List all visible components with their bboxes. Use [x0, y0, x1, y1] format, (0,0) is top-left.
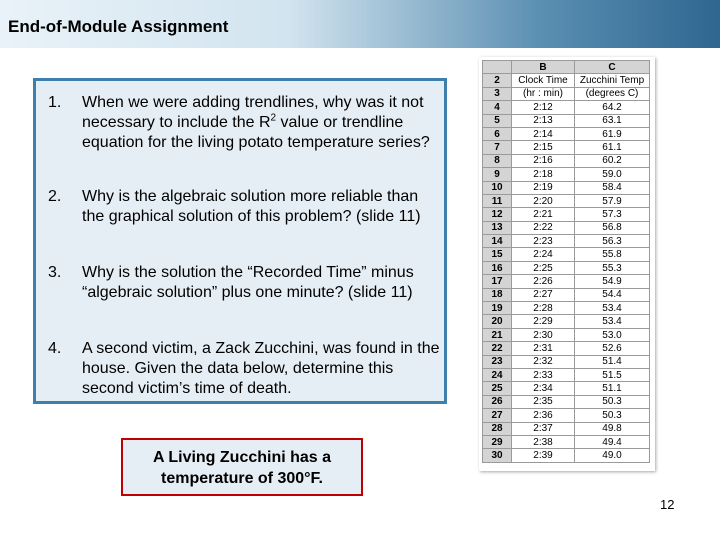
table-row	[483, 141, 650, 154]
info-line-1: A Living Zucchini has a	[152, 449, 332, 466]
time-cell: 2:29	[512, 315, 575, 328]
temp-cell: 54.9	[575, 275, 650, 288]
row-number: 28	[483, 422, 512, 435]
page-number: 12	[660, 497, 675, 512]
time-cell: 2:31	[512, 342, 575, 355]
question-text: When we were adding trendlines, why was it not necessary to include the $R^2$ value or trendline equation for the living potato temperature series?	[82, 94, 430, 151]
question-number: 1.	[48, 94, 62, 111]
table-row	[483, 315, 650, 328]
row-number: 5	[483, 114, 512, 127]
title-bar	[0, 0, 720, 48]
temp-cell: 55.8	[575, 248, 650, 261]
spreadsheet	[479, 57, 655, 471]
column-letter-c: C	[575, 61, 650, 74]
temp-cell: 52.6	[575, 342, 650, 355]
table-row	[483, 168, 650, 181]
row-number: 4	[483, 101, 512, 114]
header-cell: Clock Time	[512, 74, 575, 87]
table-row	[483, 355, 650, 368]
table-row	[483, 382, 650, 395]
time-cell: 2:33	[512, 368, 575, 381]
time-cell: 2:18	[512, 168, 575, 181]
temp-cell: 61.1	[575, 141, 650, 154]
time-cell: 2:25	[512, 261, 575, 274]
row-number: 23	[483, 355, 512, 368]
question-text: A second victim, a Zack Zucchini, was found in the house. Given the data below, determine this second victim’s time of death.	[82, 340, 440, 397]
temp-cell: 51.4	[575, 355, 650, 368]
row-number: 29	[483, 435, 512, 448]
table-row	[483, 181, 650, 194]
slide-title: End-of-Module Assignment	[8, 17, 229, 36]
header-row	[483, 74, 650, 87]
row-number: 22	[483, 342, 512, 355]
question-number: 3.	[48, 264, 62, 281]
temp-cell: 61.9	[575, 127, 650, 140]
temp-cell: 59.0	[575, 168, 650, 181]
temp-cell: 60.2	[575, 154, 650, 167]
temp-cell: 49.0	[575, 449, 650, 462]
time-cell: 2:14	[512, 127, 575, 140]
temp-cell: 64.2	[575, 101, 650, 114]
table-row	[483, 409, 650, 422]
row-number: 26	[483, 395, 512, 408]
row-number: 11	[483, 194, 512, 207]
time-cell: 2:15	[512, 141, 575, 154]
temp-cell: 57.9	[575, 194, 650, 207]
question-number: 4.	[48, 340, 62, 357]
question-text: Why is the solution the “Recorded Time” minus “algebraic solution” plus one minute? (slide 11)	[82, 264, 414, 301]
temp-cell: 49.4	[575, 435, 650, 448]
row-number: 21	[483, 328, 512, 341]
table-row	[483, 235, 650, 248]
time-cell: 2:22	[512, 221, 575, 234]
time-cell: 2:30	[512, 328, 575, 341]
temp-cell: 50.3	[575, 409, 650, 422]
temp-cell: 50.3	[575, 395, 650, 408]
time-cell: 2:38	[512, 435, 575, 448]
header-row	[483, 87, 650, 100]
time-cell: 2:35	[512, 395, 575, 408]
temp-cell: 53.4	[575, 315, 650, 328]
table-row	[483, 368, 650, 381]
row-number: 30	[483, 449, 512, 462]
row-number: 6	[483, 127, 512, 140]
row-number: 12	[483, 208, 512, 221]
info-box	[121, 438, 363, 496]
time-cell: 2:12	[512, 101, 575, 114]
header-cell: Zucchini Temp	[575, 74, 650, 87]
row-number: 19	[483, 302, 512, 315]
time-cell: 2:36	[512, 409, 575, 422]
temp-cell: 63.1	[575, 114, 650, 127]
superscript-2: 2	[270, 112, 277, 124]
table-row	[483, 194, 650, 207]
time-cell: 2:34	[512, 382, 575, 395]
table-row	[483, 101, 650, 114]
row-number: 27	[483, 409, 512, 422]
table-row	[483, 248, 650, 261]
header-cell: (hr : min)	[512, 87, 575, 100]
row-number: 25	[483, 382, 512, 395]
temp-cell: 54.4	[575, 288, 650, 301]
temp-cell: 56.8	[575, 221, 650, 234]
time-cell: 2:20	[512, 194, 575, 207]
table-row	[483, 342, 650, 355]
question-number: 2.	[48, 188, 62, 205]
row-number: 17	[483, 275, 512, 288]
temp-cell: 53.4	[575, 302, 650, 315]
time-cell: 2:21	[512, 208, 575, 221]
time-cell: 2:32	[512, 355, 575, 368]
table-row	[483, 395, 650, 408]
time-cell: 2:23	[512, 235, 575, 248]
row-number: 2	[483, 74, 512, 87]
row-number: 7	[483, 141, 512, 154]
temp-cell: 56.3	[575, 235, 650, 248]
time-cell: 2:26	[512, 275, 575, 288]
row-number: 18	[483, 288, 512, 301]
table-row	[483, 127, 650, 140]
table-row	[483, 114, 650, 127]
time-cell: 2:28	[512, 302, 575, 315]
time-cell: 2:37	[512, 422, 575, 435]
time-cell: 2:19	[512, 181, 575, 194]
temp-cell: 49.8	[575, 422, 650, 435]
row-number: 9	[483, 168, 512, 181]
row-number: 8	[483, 154, 512, 167]
header-cell: (degrees C)	[575, 87, 650, 100]
column-letter-row	[483, 61, 650, 74]
time-cell: 2:16	[512, 154, 575, 167]
row-number: 10	[483, 181, 512, 194]
temp-cell: 58.4	[575, 181, 650, 194]
table-row	[483, 154, 650, 167]
row-number: 13	[483, 221, 512, 234]
time-cell: 2:39	[512, 449, 575, 462]
row-number: 14	[483, 235, 512, 248]
temp-cell: 51.1	[575, 382, 650, 395]
questions-box	[33, 78, 447, 404]
column-letter-b: B	[512, 61, 575, 74]
table-row	[483, 275, 650, 288]
info-line-2: temperature of 300°F.	[160, 470, 323, 487]
table-row	[483, 328, 650, 341]
time-cell: 2:13	[512, 114, 575, 127]
table-row	[483, 435, 650, 448]
data-table	[482, 60, 650, 463]
corner-cell	[483, 61, 512, 74]
table-row	[483, 449, 650, 462]
table-row	[483, 302, 650, 315]
question-text: Why is the algebraic solution more reliable than the graphical solution of this problem? (slide 11)	[82, 188, 421, 225]
row-number: 20	[483, 315, 512, 328]
row-number: 3	[483, 87, 512, 100]
time-cell: 2:24	[512, 248, 575, 261]
row-number: 24	[483, 368, 512, 381]
table-row	[483, 208, 650, 221]
temp-cell: 55.3	[575, 261, 650, 274]
table-row	[483, 261, 650, 274]
temp-cell: 53.0	[575, 328, 650, 341]
table-row	[483, 288, 650, 301]
table-row	[483, 221, 650, 234]
table-row	[483, 422, 650, 435]
row-number: 15	[483, 248, 512, 261]
temp-cell: 51.5	[575, 368, 650, 381]
temp-cell: 57.3	[575, 208, 650, 221]
time-cell: 2:27	[512, 288, 575, 301]
row-number: 16	[483, 261, 512, 274]
